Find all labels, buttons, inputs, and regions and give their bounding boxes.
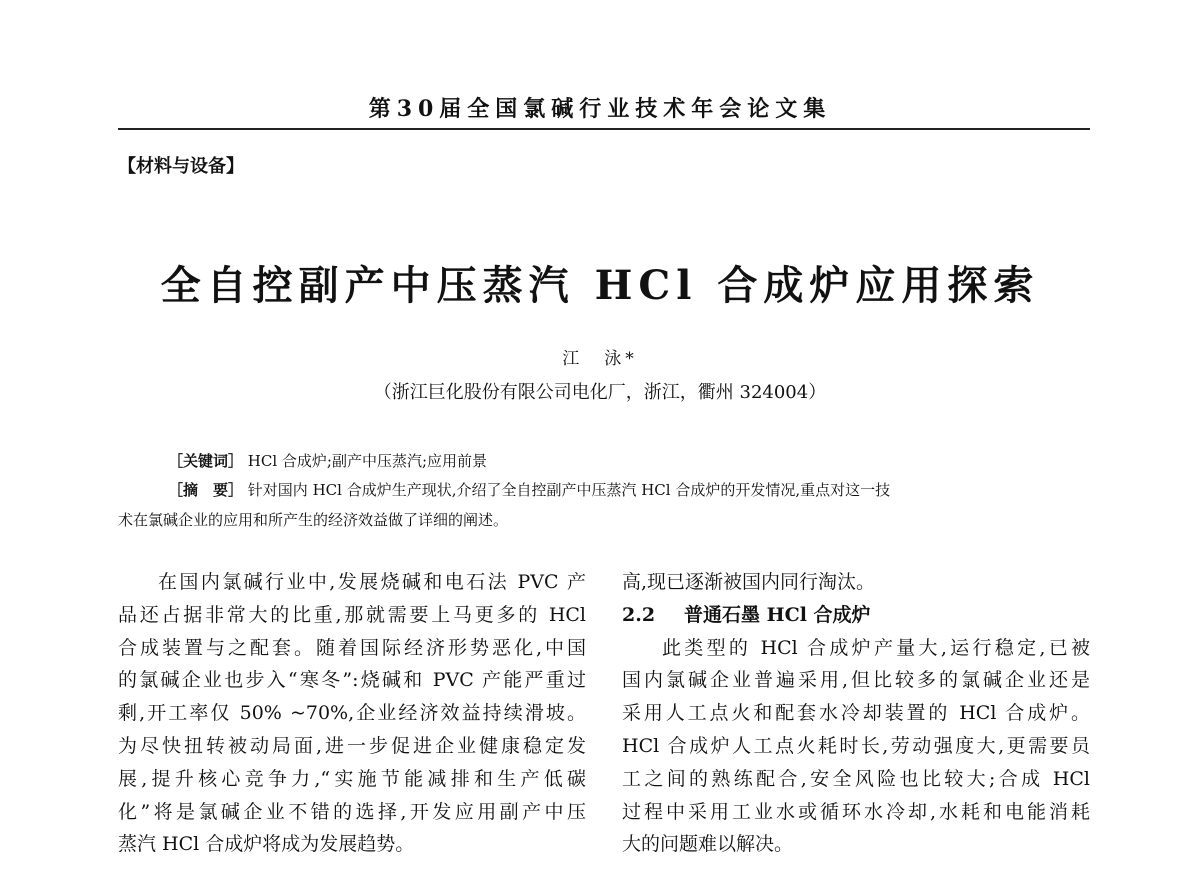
abstract-line-2: 术在氯碱企业的应用和所产生的经济效益做了详细的阐述。 bbox=[118, 511, 509, 529]
keywords bbox=[168, 450, 487, 471]
abstract-label: ［摘 要］ bbox=[168, 481, 244, 499]
body-line: 高,现已逐渐被国内同行淘汰。 bbox=[622, 571, 876, 593]
left-column bbox=[118, 566, 586, 861]
body-line: 品还占据非常大的比重,那就需要上马更多的 HCl bbox=[118, 603, 586, 626]
abstract-text: 针对国内 HCl 合成炉生产现状,介绍了全自控副产中压蒸汽 HCl 合成炉的开发情况,重点对这一技 bbox=[247, 481, 891, 499]
body-line: 剩,开工率仅 50% ~70%,企业经济效益持续滑坡。 bbox=[118, 702, 586, 725]
body-line: 为尽快扭转被动局面,进一步促进企业健康稳定发 bbox=[118, 734, 586, 757]
keywords-text: HCl 合成炉;副产中压蒸汽;应用前景 bbox=[247, 452, 488, 470]
body-line: 化”将是氯碱企业不错的选择,开发应用副产中压 bbox=[118, 800, 586, 823]
body-line: 工之间的熟练配合,安全风险也比较大;合成 HCl bbox=[622, 767, 1090, 790]
abstract-line-1 bbox=[168, 479, 890, 500]
header-rule bbox=[118, 128, 1090, 130]
body-line: 在国内氯碱行业中,发展烧碱和电石法 PVC 产 bbox=[158, 571, 586, 593]
body-line: 过程中采用工业水或循环水冷却,水耗和电能消耗 bbox=[622, 800, 1090, 823]
body-line: HCl 合成炉人工点火耗时长,劳动强度大,更需要员 bbox=[622, 734, 1090, 757]
body-line: 蒸汽 HCl 合成炉将成为发展趋势。 bbox=[118, 833, 415, 856]
body-line: 的氯碱企业也步入“寒冬”:烧碱和 PVC 产能严重过 bbox=[118, 669, 586, 692]
body-line: 此类型的 HCl 合成炉产量大,运行稳定,已被 bbox=[662, 636, 1090, 659]
body-line: 国内氯碱企业普遍采用,但比较多的氯碱企业还是 bbox=[622, 669, 1090, 692]
body-line: 合成装置与之配套。随着国际经济形势恶化,中国 bbox=[118, 636, 586, 659]
body-line: 展,提升核心竞争力,“实施节能减排和生产低碳 bbox=[118, 767, 586, 790]
author: 江 泳* bbox=[562, 349, 638, 369]
body-line: 采用人工点火和配套水冷却装置的 HCl 合成炉。 bbox=[622, 702, 1090, 725]
section-tag: 【材料与设备】 bbox=[118, 156, 244, 177]
affiliation: （浙江巨化股份有限公司电化厂，浙江，衢州 324004） bbox=[373, 382, 827, 403]
section-heading bbox=[622, 599, 1090, 632]
section-title: 普通石墨 HCl 合成炉 bbox=[684, 603, 871, 626]
paper-title: 全自控副产中压蒸汽 HCl 合成炉应用探索 bbox=[160, 262, 1040, 309]
running-head: 第30届全国氯碱行业技术年会论文集 bbox=[368, 96, 832, 122]
right-column bbox=[622, 566, 1090, 861]
section-number: 2.2 bbox=[622, 603, 656, 626]
keywords-label: ［关键词］ bbox=[168, 452, 244, 470]
body-line: 大的问题难以解决。 bbox=[622, 833, 794, 856]
